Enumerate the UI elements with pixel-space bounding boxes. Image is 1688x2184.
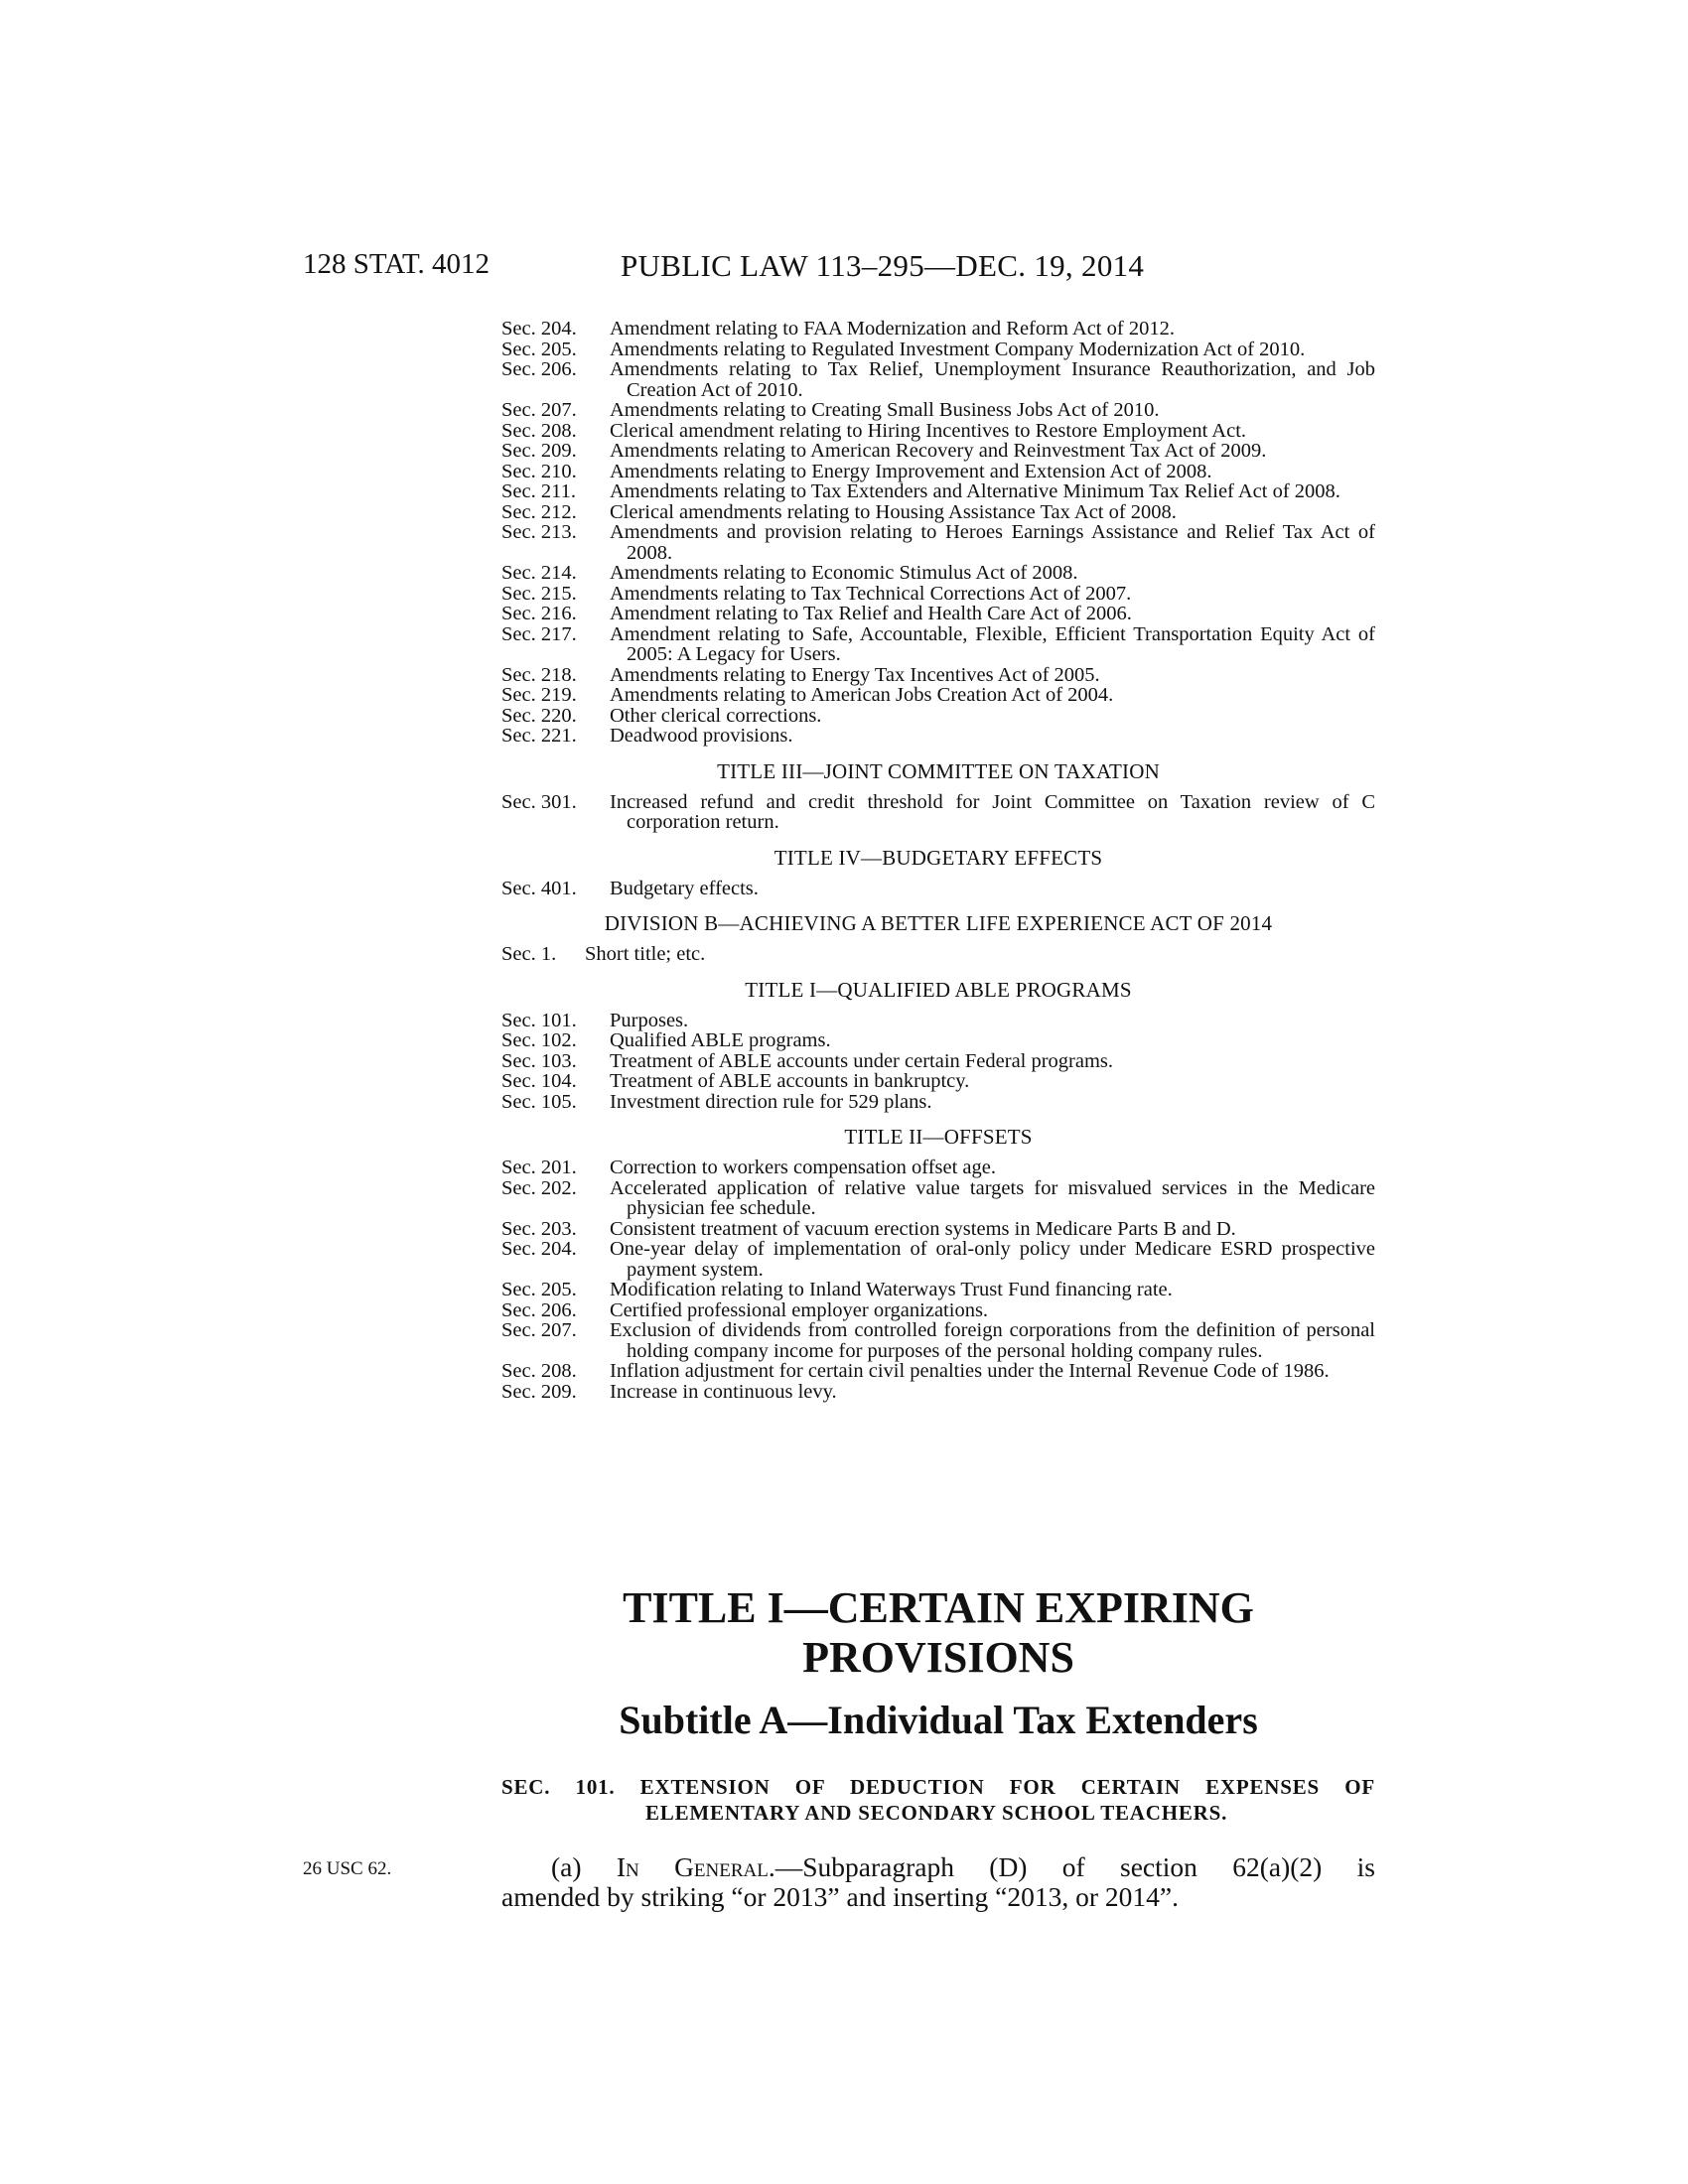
running-head	[303, 248, 1355, 292]
toc-entry	[501, 462, 1375, 482]
toc-section-number: Sec. 209.	[501, 1380, 577, 1403]
toc-section-title: Amendments relating to Tax Extenders and Alternative Minimum Tax Relief Act of 2008.	[610, 480, 1340, 502]
section-heading-line-1: SEC. 101. EXTENSION OF DEDUCTION FOR CERTAIN EXPENSES OF	[501, 1775, 1375, 1799]
toc-entry	[501, 1158, 1375, 1178]
toc-section-number: Sec. 212.	[501, 500, 577, 523]
toc-section-number: Sec. 301.	[501, 790, 577, 813]
toc-section-number: Sec. 207.	[501, 399, 577, 421]
toc-section-title: Inflation adjustment for certain civil penalties under the Internal Revenue Code of 1986.	[610, 1360, 1330, 1382]
toc-section-title: Purposes.	[610, 1009, 689, 1031]
toc-heading-title-iii: TITLE III—JOINT COMMITTEE ON TAXATION	[717, 758, 1160, 783]
toc-section-title: Amendments relating to Creating Small Business Jobs Act of 2010.	[610, 399, 1160, 421]
body-paragraph-line-2: amended by striking “or 2013” and inserting “2013, or 2014”.	[501, 1881, 1179, 1912]
toc-entry	[501, 400, 1375, 421]
toc-group-title-iii	[501, 792, 1375, 833]
toc-entry	[501, 584, 1375, 605]
toc-section-number: Sec. 103.	[501, 1049, 577, 1072]
toc-section-title: Correction to workers compensation offset age.	[610, 1157, 997, 1178]
stat-reference: 128 STAT. 4012	[303, 248, 491, 280]
toc-section-number: Sec. 213.	[501, 521, 577, 543]
toc-entry	[501, 792, 1375, 833]
toc-group-division-a-title-ii	[501, 319, 1375, 747]
title-heading-line-2: PROVISIONS	[802, 1633, 1074, 1682]
toc-entry	[501, 522, 1375, 563]
toc-section-number: Sec. 204.	[501, 318, 577, 340]
toc-section-number: Sec. 201.	[501, 1157, 577, 1178]
toc-entry	[501, 1011, 1375, 1031]
toc-section-title: Amendment relating to Safe, Accountable, Flexible, Efficient Transportation Equity Act of 2005: A Legacy for Users.	[610, 622, 1375, 665]
toc-heading-division-b-title-ii: TITLE II—OFFSETS	[844, 1125, 1033, 1149]
body-paragraph	[501, 1852, 1375, 1912]
section-heading	[501, 1774, 1375, 1826]
toc-section-title: Exclusion of dividends from controlled foreign corporations from the definition of personal holding company income for purposes of the personal holding company rules.	[610, 1319, 1375, 1362]
toc-entry	[501, 726, 1375, 747]
toc-section-title: Investment direction rule for 529 plans.	[610, 1090, 932, 1113]
toc-section-number: Sec. 208.	[501, 419, 577, 442]
toc-entry	[501, 604, 1375, 624]
toc-entry	[501, 665, 1375, 686]
toc-entry	[501, 441, 1375, 462]
toc-section-title: Amendments relating to Tax Technical Corrections Act of 2007.	[610, 582, 1132, 605]
toc-section-title: One-year delay of implementation of oral-only policy under Medicare ESRD prospective payment system.	[610, 1238, 1375, 1281]
toc-section-number: Sec. 203.	[501, 1217, 577, 1240]
paragraph-label: (a)	[551, 1851, 582, 1882]
toc-section-title: Amendments relating to Energy Tax Incentives Act of 2005.	[610, 663, 1100, 686]
toc-entry	[501, 1320, 1375, 1361]
toc-section-number: Sec. 216.	[501, 603, 577, 624]
toc-entry	[501, 359, 1375, 400]
toc-entry	[501, 421, 1375, 442]
toc-section-number: Sec. 220.	[501, 704, 577, 727]
section-heading-line-2: ELEMENTARY AND SECONDARY SCHOOL TEACHERS.	[645, 1801, 1228, 1825]
toc-group-title-iv	[501, 879, 1375, 899]
toc-section-number: Sec. 218.	[501, 663, 577, 686]
toc-entry	[501, 1280, 1375, 1300]
toc-section-number: Sec. 102.	[501, 1029, 577, 1051]
title-heading-line-1: TITLE I—CERTAIN EXPIRING	[623, 1583, 1254, 1632]
toc-section-title: Amendments relating to Energy Improvement and Extension Act of 2008.	[610, 460, 1212, 482]
toc-entry	[501, 624, 1375, 665]
toc-section-number: Sec. 1.	[501, 943, 557, 965]
toc-section-title: Amendments relating to American Recovery and Reinvestment Tax Act of 2009.	[610, 440, 1267, 462]
toc-entry	[501, 319, 1375, 340]
toc-entry	[501, 1361, 1375, 1382]
toc-entry	[501, 1300, 1375, 1321]
toc-section-title: Modification relating to Inland Waterways Trust Fund financing rate.	[610, 1279, 1173, 1300]
toc-section-number: Sec. 221.	[501, 725, 577, 747]
toc-section-title: Amendment relating to Tax Relief and Health Care Act of 2006.	[610, 603, 1132, 624]
toc-section-title: Increased refund and credit threshold for Joint Committee on Taxation review of C corporation return.	[610, 790, 1375, 833]
paragraph-caption: In General	[616, 1851, 769, 1882]
toc-entry	[501, 481, 1375, 502]
table-of-contents	[501, 319, 1375, 1402]
toc-entry	[501, 706, 1375, 727]
toc-group-division-b	[501, 944, 1375, 965]
toc-section-title: Budgetary effects.	[610, 877, 759, 899]
toc-section-number: Sec. 104.	[501, 1070, 577, 1092]
toc-section-number: Sec. 105.	[501, 1090, 577, 1113]
toc-section-number: Sec. 219.	[501, 684, 577, 706]
toc-section-title: Amendments relating to Regulated Investment Company Modernization Act of 2010.	[610, 338, 1306, 360]
public-law-reference: PUBLIC LAW 113–295—DEC. 19, 2014	[621, 248, 1145, 283]
toc-section-number: Sec. 208.	[501, 1360, 577, 1382]
toc-entry	[501, 1239, 1375, 1280]
toc-heading-division-b-title-i: TITLE I—QUALIFIED ABLE PROGRAMS	[745, 977, 1132, 1002]
toc-section-number: Sec. 211.	[501, 480, 576, 502]
toc-section-number: Sec. 205.	[501, 338, 577, 360]
toc-entry	[501, 502, 1375, 523]
toc-section-title: Amendments and provision relating to Heroes Earnings Assistance and Relief Tax Act of 2008.	[610, 521, 1375, 564]
toc-entry	[501, 1219, 1375, 1240]
toc-section-number: Sec. 209.	[501, 440, 577, 462]
toc-entry	[501, 1382, 1375, 1403]
toc-heading-division-b: DIVISION B—ACHIEVING A BETTER LIFE EXPERIENCE ACT OF 2014	[604, 911, 1273, 935]
toc-section-title: Other clerical corrections.	[610, 704, 822, 727]
toc-entry	[501, 1051, 1375, 1072]
toc-section-number: Sec. 215.	[501, 582, 577, 605]
toc-entry	[501, 1092, 1375, 1113]
toc-group-division-b-title-ii	[501, 1158, 1375, 1402]
toc-section-title: Clerical amendments relating to Housing Assistance Tax Act of 2008.	[610, 500, 1177, 523]
toc-section-title: Increase in continuous levy.	[610, 1380, 837, 1403]
toc-entry	[501, 879, 1375, 899]
toc-entry	[501, 1030, 1375, 1051]
toc-section-number: Sec. 401.	[501, 877, 577, 899]
toc-entry	[501, 1071, 1375, 1092]
toc-section-number: Sec. 207.	[501, 1319, 577, 1341]
toc-section-number: Sec. 202.	[501, 1176, 577, 1199]
toc-section-title: Certified professional employer organizations.	[610, 1298, 989, 1321]
toc-section-title: Accelerated application of relative value targets for misvalued services in the Medicare physician fee schedule.	[610, 1176, 1375, 1219]
subtitle-heading: Subtitle A—Individual Tax Extenders	[619, 1698, 1258, 1742]
toc-section-number: Sec. 206.	[501, 1298, 577, 1321]
toc-entry	[501, 944, 1375, 965]
toc-entry	[501, 1178, 1375, 1219]
toc-section-number: Sec. 214.	[501, 562, 577, 584]
paragraph-text-1: .—Subparagraph (D) of section 62(a)(2) is	[768, 1851, 1375, 1882]
toc-section-number: Sec. 217.	[501, 622, 577, 645]
margin-note: 26 USC 62.	[303, 1858, 392, 1879]
toc-section-title: Consistent treatment of vacuum erection systems in Medicare Parts B and D.	[610, 1217, 1236, 1240]
toc-section-title: Amendments relating to Economic Stimulus Act of 2008.	[610, 562, 1078, 584]
title-heading	[501, 1583, 1375, 1683]
toc-section-title: Amendments relating to American Jobs Creation Act of 2004.	[610, 684, 1114, 706]
toc-entry	[501, 340, 1375, 360]
toc-section-number: Sec. 210.	[501, 460, 577, 482]
toc-section-title: Amendment relating to FAA Modernization and Reform Act of 2012.	[610, 318, 1175, 340]
toc-section-number: Sec. 101.	[501, 1009, 577, 1031]
toc-entry	[501, 563, 1375, 584]
toc-section-title: Qualified ABLE programs.	[610, 1029, 831, 1051]
toc-section-title: Deadwood provisions.	[610, 725, 793, 747]
toc-section-number: Sec. 204.	[501, 1238, 577, 1260]
toc-section-title: Amendments relating to Tax Relief, Unemployment Insurance Reauthorization, and Job Creation Act of 2010.	[610, 358, 1375, 401]
toc-section-title: Treatment of ABLE accounts in bankruptcy.	[610, 1070, 970, 1092]
toc-section-title: Short title; etc.	[585, 943, 706, 965]
toc-section-number: Sec. 205.	[501, 1279, 577, 1300]
toc-section-title: Treatment of ABLE accounts under certain Federal programs.	[610, 1049, 1114, 1072]
toc-entry	[501, 685, 1375, 706]
body-paragraph-line-1	[501, 1852, 1375, 1882]
toc-section-number: Sec. 206.	[501, 358, 577, 380]
toc-heading-title-iv: TITLE IV—BUDGETARY EFFECTS	[774, 845, 1103, 870]
toc-section-title: Clerical amendment relating to Hiring Incentives to Restore Employment Act.	[610, 419, 1247, 442]
toc-group-division-b-title-i	[501, 1011, 1375, 1113]
